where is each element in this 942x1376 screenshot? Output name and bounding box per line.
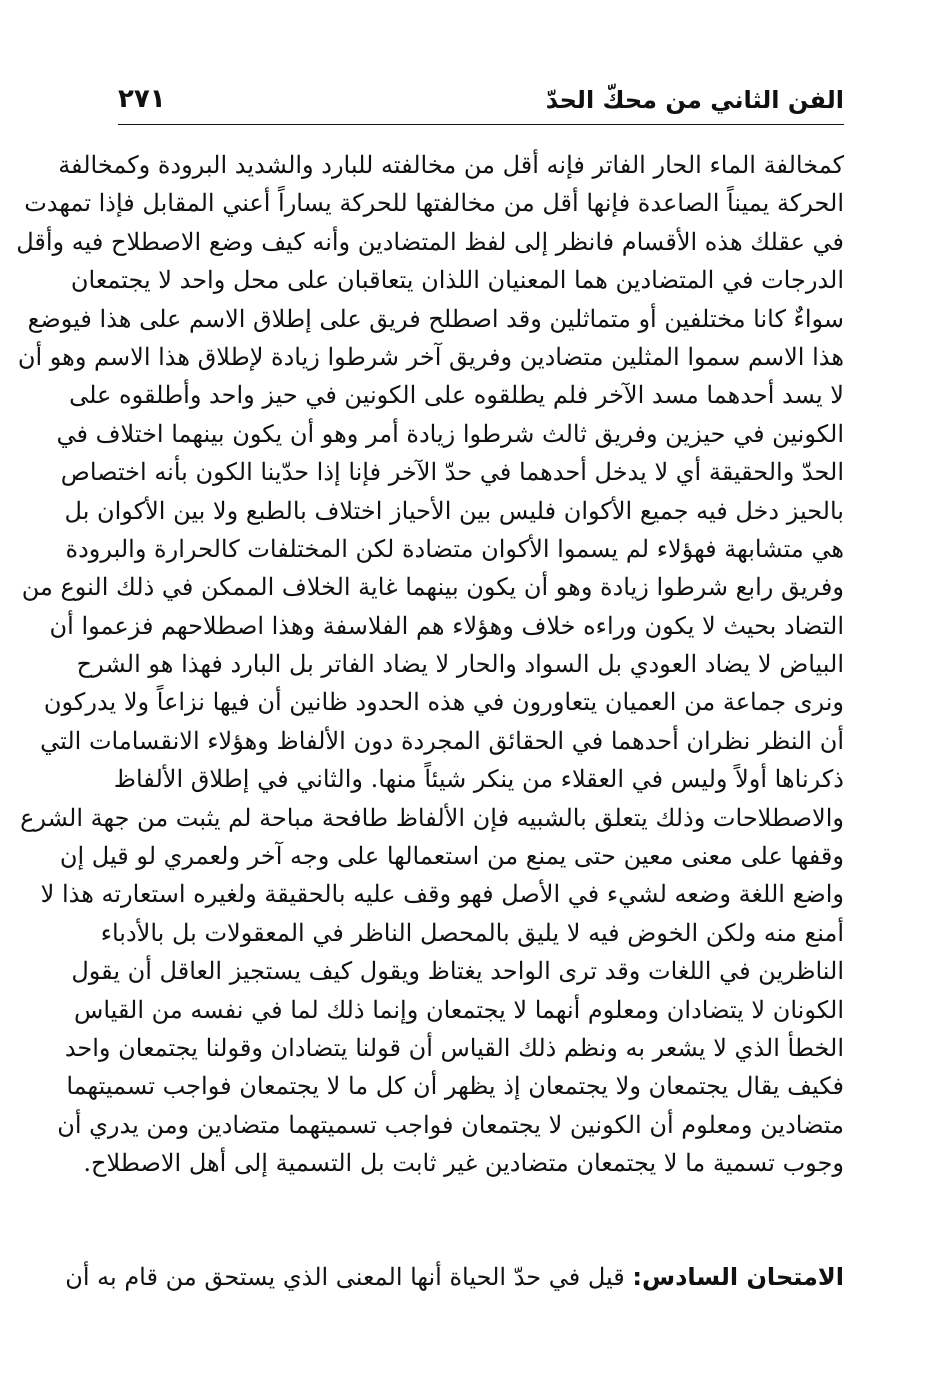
text-line: هذا الاسم سموا المثلين متضادين وفريق آخر شرطوا زيادة لإطلاق هذا الاسم وهو أن (17, 342, 844, 371)
text-line: الكونان لا يتضادان ومعلوم أنهما لا يجتمعان وإنما ذلك لما في نفسه من القياس (74, 995, 844, 1024)
text-line: الحدّ والحقيقة أي لا يدخل أحدهما في حدّ الآخر فإنا إذا حدّينا الكون بأنه اختصاص (60, 458, 844, 487)
section-text: قيل في حدّ الحياة أنها المعنى الذي يستحق من قام به أن (65, 1263, 633, 1291)
text-line: في عقلك هذه الأقسام فانظر إلى لفظ المتضادين وأنه كيف وضع الاصطلاح فيه وأقل (16, 227, 844, 256)
text-line: التضاد بحيث لا يكون وراءه خلاف وهؤلاء هم الفلاسفة وهذا اصطلاحهم فزعموا أن (49, 611, 844, 640)
text-line-last: وجوب تسمية ما لا يجتمعان متضادين غير ثابت بل التسمية إلى أهل الاصطلاح. (83, 1149, 844, 1178)
text-line: سواءٌ كانا مختلفين أو متماثلين وقد اصطلح فريق على إطلاق الاسم على هذا فيوضع (27, 304, 844, 333)
text-line: البياض لا يضاد العودي بل السواد والحار لا يضاد الفاتر بل البارد فهذا هو الشرح (76, 650, 844, 679)
text-line: والاصطلاحات وذلك يتعلق بالشبيه فإن الألفاظ طافحة مباحة لم يثبت من جهة الشرع (20, 803, 844, 832)
header-rule (118, 124, 844, 125)
text-line: لا يسد أحدهما مسد الآخر فلم يطلقوه على الكونين في حيز واحد وأطلقوه على (69, 381, 844, 410)
next-section-paragraph (65, 1258, 844, 1296)
text-line: واضع اللغة وضعه لشيء في الأصل فهو وقف عليه بالحقيقة ولغيره استعارته هذا لا (40, 880, 844, 909)
text-line: الكونين في حيزين وفريق ثالث شرطوا زيادة أمر وهو أن يكون بينهما اختلاف في (56, 419, 844, 448)
text-line: هي متشابهة فهؤلاء لم يسموا الأكوان متضادة لكن المختلفات كالحرارة والبرودة (65, 534, 844, 563)
text-line: كمخالفة الماء الحار الفاتر فإنه أقل من مخالفته للبارد والشديد البرودة وكمخالفة (58, 151, 844, 179)
main-paragraph (16, 146, 844, 1183)
text-line: ونرى جماعة من العميان يتعاورون في هذه الحدود ظانين أن فيها نزاعاً ولا يدركون (43, 688, 844, 717)
text-line: متضادين ومعلوم أن الكونين لا يجتمعان فواجب تسميتهما متضادين ومن يدري أن (57, 1110, 844, 1139)
text-line: ذكرناها أولاً وليس في العقلاء من ينكر شيئاً منها. والثاني في إطلاق الألفاظ (113, 765, 844, 794)
text-line: أمنع منه ولكن الخوض فيه لا يليق بالمحصل الناظر في المعقولات بل بالأدباء (100, 918, 844, 947)
text-line: وقفها على معنى معين حتى يمنع من استعمالها على وجه آخر ولعمري لو قيل إن (59, 842, 844, 871)
text-line: الدرجات في المتضادين هما المعنيان اللذان يتعاقبان على محل واحد لا يجتمعان (70, 266, 844, 295)
text-line: الناظرين في اللغات وقد ترى الواحد يغتاظ ويقول كيف يستجيز العاقل أن يقول (71, 957, 844, 986)
text-line: فكيف يقال يجتمعان ولا يجتمعان إذ يظهر أن كل ما لا يجتمعان فواجب تسميتهما (66, 1072, 844, 1101)
running-title: الفن الثاني من محكّ الحدّ (545, 86, 844, 114)
page-number: ٢٧١ (118, 84, 166, 114)
text-line: الخطأ الذي لا يشعر به ونظم ذلك القياس أن قولنا يتضادان وقولنا يجتمعان واحد (64, 1033, 844, 1062)
page-header (118, 80, 844, 124)
text-line: بالحيز دخل فيه جميع الأكوان فليس بين الأحياز اختلاف بالطبع ولا بين الأكوان بل (64, 496, 844, 525)
text-line: أن النظر نظران أحدهما في الحقائق المجردة دون الألفاظ وهؤلاء الانقسامات التي (40, 726, 844, 755)
section-label: الامتحان السادس: (632, 1263, 844, 1291)
text-line: وفريق رابع شرطوا زيادة وهو أن يكون بينهما غاية الخلاف الممكن في ذلك النوع من (21, 573, 844, 602)
text-line: الحركة يميناً الصاعدة فإنها أقل من مخالفتها للحركة يساراً أعني المقابل فإذا تمهدت (24, 189, 844, 218)
